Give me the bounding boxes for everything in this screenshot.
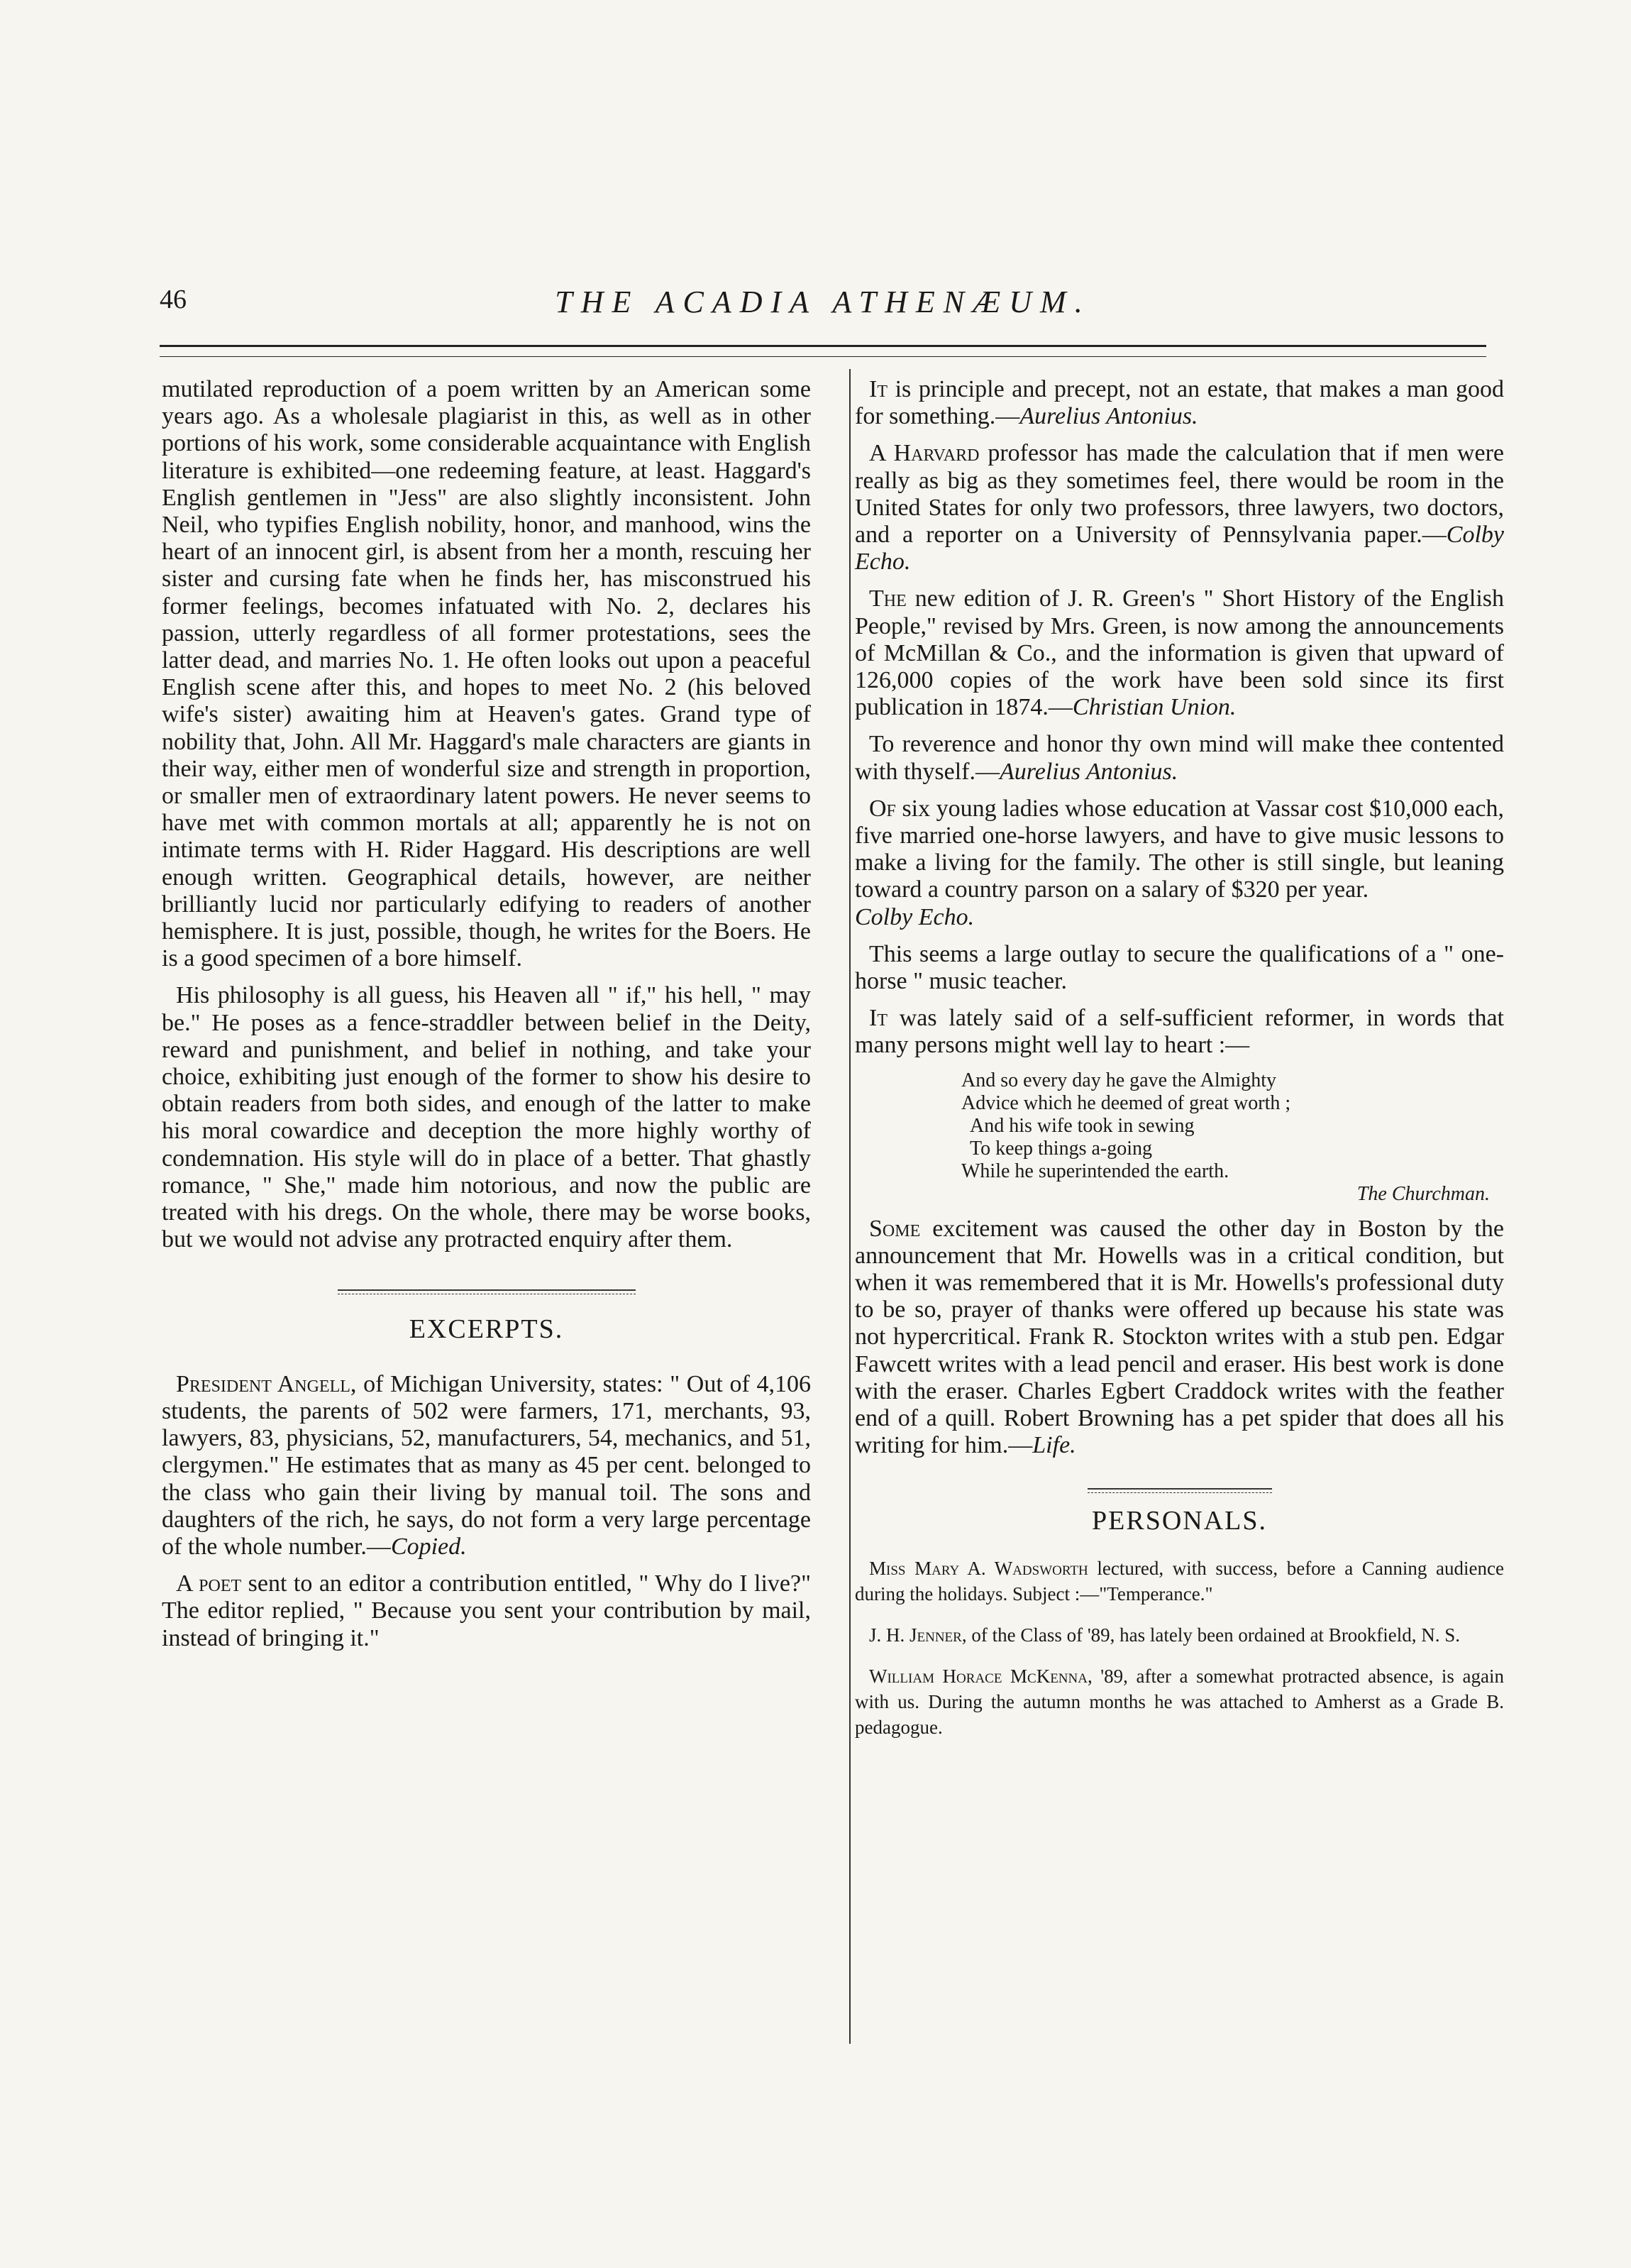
item-reverence-source: Aurelius Antonius. xyxy=(999,758,1178,785)
item-outlay: This seems a large outlay to secure the qualifications of a " one-horse " music teacher. xyxy=(855,940,1504,995)
item-principle-lead: It xyxy=(869,376,888,402)
item-green-history-lead: The xyxy=(869,585,907,612)
poem-line: While he superintended the earth. xyxy=(961,1160,1229,1182)
item-harvard-body: professor has made the calculation that if men were really as big as they sometimes feel, there would be room in the United States for only two professors, three lawyers, two doctors, and a reporter on a University of Pennsylvania paper.— xyxy=(855,440,1504,549)
excerpts-heading: EXCERPTS. xyxy=(409,1314,564,1344)
review-paragraph-2: His philosophy is all guess, his Heaven all " if," his hell, " may be." He poses as a fence-straddler between belief in the Deity, reward and punishment, and belief in nothing, and take your choice, exhibiting just enough of the former to show his desire to obtain readers from both sides, and enough of the latter to make his moral cowardice and deception the more highly worthy of condemnation. His style will do in place of a better. That ghastly romance, " She," made him notorious, and now the public are treated with his dregs. On the whole, there may be worse books, but we would not advise any protracted enquiry after them. xyxy=(162,982,811,1253)
item-harvard-lead: A Harvard xyxy=(869,440,980,467)
excerpt-angell-body: of Michigan University, states: " Out of 4,106 students, the parents of 502 were farmers, 171, merchants, 93, lawyers, 83, physicians, 52, manufacturers, 54, mechanics, and 51, clergymen." He estimates that as many as 45 per cent. belonged to the class who gain their living by manual toil. The sons and daughters of the rich, he says, do not form a very large percentage of the whole number.— xyxy=(162,1370,811,1560)
item-green-history-body: new edition of J. R. Green's " Short History of the English People," revised by Mrs. Green, is now among the announcements of McMillan & Co., and the information is given that upward of 126,000 copies of the work have been sold since its first publication in 1874.— xyxy=(855,585,1504,721)
column-divider xyxy=(849,369,851,2044)
excerpt-poet-lead: A poet xyxy=(176,1570,242,1597)
left-column xyxy=(162,376,811,1662)
personal-jenner xyxy=(855,1622,1504,1648)
poem-line: And his wife took in sewing xyxy=(970,1114,1195,1137)
personal-jenner-lead: J. H. Jenner, xyxy=(869,1624,967,1646)
item-principle xyxy=(855,376,1504,430)
personals-list xyxy=(855,1556,1504,1740)
review-paragraph-1: mutilated reproduction of a poem written by an American some years ago. As a wholesale plagiarist in this, as well as in other portions of his work, some considerable acquaintance with English literature is exhibited—one redeeming feature, at least. Haggard's English gentlemen in "Jess" are also slightly inconsistent. John Neil, who typifies English nobility, honor, and manhood, wins the heart of an innocent girl, is absent from her a month, rescuing her sister and cursing fate when he finds her, has misconstrued his former feelings, becomes infatuated with No. 2, declares his passion, utterly regardless of all former protestations, sees the latter dead, and marries No. 1. He often looks out upon a peaceful English scene after this, and hopes to meet No. 2 (his beloved wife's sister) awaiting him at Heaven's gates. Grand type of nobility that, John. All Mr. Haggard's male characters are giants in their way, either men of wonderful size and strength in proportion, or smaller men of extraordinary latent powers. He never seems to have met with common mortals at all; apparently he is not on intimate terms with H. Rider Haggard. His descriptions are well enough written. Geographical details, however, are neither brilliantly lucid nor particularly edifying to readers of another hemisphere. It is just, possible, though, he writes for the Boers. He is a good specimen of a bore himself. xyxy=(162,376,811,972)
item-reformer-lead: It xyxy=(869,1005,888,1032)
item-reverence xyxy=(855,731,1504,785)
item-howells-body: excitement was caused the other day in Boston by the announcement that Mr. Howells was in a critical condition, but when it was remembered that it is Mr. Howells's professional duty to be so, prayer of thanks were offered up because his state was not hypercritical. Frank R. Stockton writes with a stub pen. Edgar Fawcett writes with a lead pencil and eraser. His best work is done with the eraser. Charles Egbert Craddock writes with the feather end of a quill. Robert Browning has a pet spider that does all his writing for him.— xyxy=(855,1215,1504,1459)
item-vassar-source: Colby Echo. xyxy=(855,903,975,930)
item-principle-body: is principle and precept, not an estate, that makes a man good for something.— xyxy=(855,376,1504,430)
excerpt-angell xyxy=(162,1371,811,1560)
item-reverence-body: To reverence and honor thy own mind will make thee contented with thyself.— xyxy=(855,731,1504,785)
excerpt-poet-body: sent to an editor a contribution entitled, " Why do I live?" The editor replied, " Because you sent your contribution by mail, instead of bringing it." xyxy=(162,1570,811,1651)
running-title: THE ACADIA ATHENÆUM. xyxy=(555,285,1091,319)
right-column xyxy=(855,376,1504,1756)
item-vassar-lead: Of xyxy=(869,795,896,822)
item-vassar-body: six young ladies whose education at Vassar cost $10,000 each, five married one-horse lawyers, and have to give music lessons to make a living for the family. The other is still single, but leaning toward a country parson on a salary of $320 per year. xyxy=(855,795,1504,903)
personal-jenner-body: of the Class of '89, has lately been ordained at Brookfield, N. S. xyxy=(966,1624,1461,1646)
item-principle-source: Aurelius Antonius. xyxy=(1019,403,1198,430)
personal-wadsworth xyxy=(855,1556,1504,1607)
poem-quote xyxy=(961,1069,1504,1206)
excerpt-angell-lead: President Angell, xyxy=(176,1370,357,1397)
page-number: 46 xyxy=(160,285,187,314)
header-rule-thick xyxy=(160,345,1486,347)
item-reformer xyxy=(855,1005,1504,1059)
section-ornament xyxy=(162,1289,811,1294)
item-harvard-source: Colby Echo. xyxy=(855,522,1504,576)
personal-wadsworth-body: lectured, with success, before a Canning audience during the holidays. Subject :—"Temperance." xyxy=(855,1557,1504,1604)
excerpt-angell-source: Copied. xyxy=(390,1533,467,1560)
poem-line: And so every day he gave the Almighty xyxy=(961,1069,1277,1091)
item-vassar xyxy=(855,796,1504,931)
item-howells-source: Life. xyxy=(1032,1432,1076,1459)
item-howells xyxy=(855,1216,1504,1460)
header-rule-thin xyxy=(160,356,1486,357)
personal-wadsworth-lead: Miss Mary A. Wadsworth xyxy=(869,1557,1088,1579)
excerpt-poet xyxy=(162,1570,811,1652)
item-howells-lead: Some xyxy=(869,1215,921,1242)
poem-line: Advice which he deemed of great worth ; xyxy=(961,1091,1291,1114)
personal-mckenna-lead: William Horace McKenna, xyxy=(869,1665,1093,1687)
section-ornament xyxy=(855,1488,1504,1493)
page-header xyxy=(160,284,1486,326)
personal-mckenna-body: '89, after a somewhat protracted absence, is again with us. During the autumn months he was attached to Amherst as a Grade B. pedagogue. xyxy=(855,1665,1504,1738)
poem-attribution: The Churchman. xyxy=(1356,1182,1490,1205)
personal-mckenna xyxy=(855,1663,1504,1740)
item-reformer-body: was lately said of a self-sufficient reformer, in words that many persons might well lay to heart :— xyxy=(855,1005,1504,1059)
poem-line: To keep things a-going xyxy=(970,1137,1152,1160)
item-green-history-source: Christian Union. xyxy=(1072,694,1237,721)
personals-heading: PERSONALS. xyxy=(1092,1505,1267,1536)
item-green-history xyxy=(855,585,1504,721)
item-harvard xyxy=(855,440,1504,576)
